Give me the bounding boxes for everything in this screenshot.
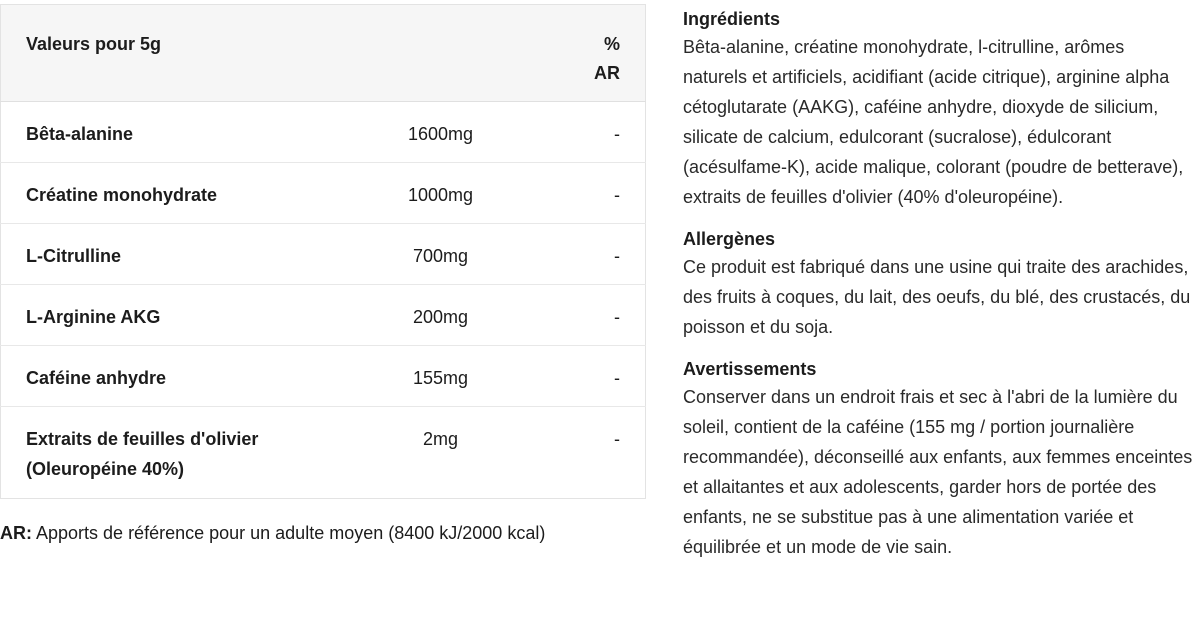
row-name: Créatine monohydrate bbox=[1, 163, 381, 224]
ingredients-text: Bêta-alanine, créatine monohydrate, l-citrulline, arômes naturels et artificiels, acidifiant (acide citrique), arginine alpha cétoglutarate (AAKG), caféine anhydre, dioxyde de silicium, silicate de calcium, edulcorant (sucralose), édulcorant (acésulfame-K), acide malique, colorant (poudre de betterave), extraits de feuilles d'olivier (40% d'oleuropéine). bbox=[683, 37, 1184, 207]
row-ar: - bbox=[501, 285, 646, 346]
row-ar: - bbox=[501, 346, 646, 407]
row-amount: 2mg bbox=[381, 407, 501, 499]
header-ar-label: AR bbox=[594, 63, 620, 83]
allergens-title: Allergènes bbox=[683, 229, 776, 249]
row-name: Extraits de feuilles d'olivier (Oleuropéine 40%) bbox=[1, 407, 381, 499]
row-amount: 155mg bbox=[381, 346, 501, 407]
header-values-per: Valeurs pour 5g bbox=[1, 5, 381, 102]
nutrition-table bbox=[0, 4, 646, 499]
row-ar: - bbox=[501, 224, 646, 285]
header-amount bbox=[381, 5, 501, 102]
warnings-title: Avertissements bbox=[683, 359, 817, 379]
table-row bbox=[1, 407, 646, 499]
row-amount: 200mg bbox=[381, 285, 501, 346]
row-ar: - bbox=[501, 407, 646, 499]
row-amount: 1000mg bbox=[381, 163, 501, 224]
table-row bbox=[1, 224, 646, 285]
row-ar: - bbox=[501, 102, 646, 163]
warnings-text: Conserver dans un endroit frais et sec à l'abri de la lumière du soleil, contient de la caféine (155 mg / portion journalière recommandée), déconseillé aux enfants, aux femmes enceintes et allaitantes et aux adolescents, garder hors de portée des enfants, ne se substitue pas à une alimentation variée et équilibrée et un mode de vie sain. bbox=[683, 387, 1193, 557]
row-name: Bêta-alanine bbox=[1, 102, 381, 163]
ar-footnote bbox=[0, 521, 646, 545]
footnote-text: Apports de référence pour un adulte moyen (8400 kJ/2000 kcal) bbox=[32, 523, 546, 543]
allergens-text: Ce produit est fabriqué dans une usine qui traite des arachides, des fruits à coques, du lait, des oeufs, du blé, des crustacés, du poisson et du soja. bbox=[683, 257, 1191, 337]
header-ar bbox=[501, 5, 646, 102]
table-row bbox=[1, 285, 646, 346]
header-ar-percent: % bbox=[603, 34, 620, 54]
table-row bbox=[1, 346, 646, 407]
nutrition-panel bbox=[0, 4, 646, 545]
row-amount: 1600mg bbox=[381, 102, 501, 163]
table-row bbox=[1, 102, 646, 163]
product-info bbox=[683, 6, 1193, 576]
ingredients-title: Ingrédients bbox=[683, 9, 781, 29]
row-name: L-Arginine AKG bbox=[1, 285, 381, 346]
row-name: Caféine anhydre bbox=[1, 346, 381, 407]
table-row bbox=[1, 163, 646, 224]
row-ar: - bbox=[501, 163, 646, 224]
row-name: L-Citrulline bbox=[1, 224, 381, 285]
row-amount: 700mg bbox=[381, 224, 501, 285]
table-header-row bbox=[1, 5, 646, 102]
footnote-label: AR: bbox=[0, 523, 32, 543]
